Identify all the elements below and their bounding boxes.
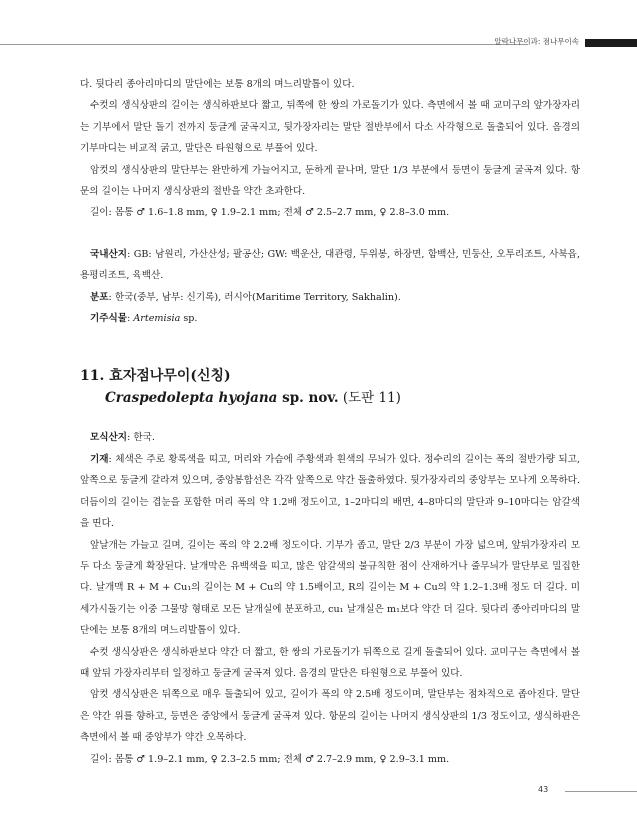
description-general — [80, 449, 580, 535]
species-heading: 11. 효자점나무이(신칭) — [80, 368, 231, 385]
record-host-sep: : — [127, 313, 134, 325]
paragraph-female-genitalia: 암컷의 생식상판의 말단부는 완만하게 가늘어지고, 둔하게 끝나며, 말단 1/3 부분에서 등면이 둥글게 굴곡져 있다. 항문의 길이는 나머지 생식상판의 절반을 약간 초과한다. — [80, 164, 580, 198]
paragraph-length: 길이: 몸통 ♂ 1.6–1.8 mm, ♀ 1.9–2.1 mm; 전체 ♂ 2.5–2.7 mm, ♀ 2.8–3.0 mm. — [90, 207, 450, 219]
record-domestic-label: 국내산지 — [90, 248, 128, 260]
header-bar — [585, 39, 637, 47]
type-locality — [80, 427, 580, 448]
paragraph-male-genitalia: 수컷의 생식상판의 길이는 생식하판보다 짧고, 뒤쪽에 한 쌍의 가로돌기가 있다. 측면에서 볼 때 교미구의 앞가장자리는 기부에서 말단 돌기 전까지 둥글게 굴곡지고, 뒷가장자리는 말단 절반부에서 다소 사각형으로 돌출되어 있다. 음경의 기부마디는 비교적 굵고, 말단은 타원형으로 부풀어 있다. — [80, 100, 580, 155]
paragraph-leg-spurs: 다. 뒷다리 종아리마디의 말단에는 보통 8개의 며느리발톱이 있다. — [80, 79, 355, 90]
record-domestic — [80, 244, 580, 287]
record-distribution-text: : 한국(중부, 남부: 신기록), 러시아(Maritime Territory, Sakhalin). — [108, 291, 401, 303]
record-host-tail: sp. — [180, 313, 198, 325]
page-number: 43 — [538, 785, 549, 794]
record-host-genus: Artemisia — [133, 313, 181, 325]
species-plate-ref: (도판 11) — [338, 390, 401, 407]
type-locality-text: : 한국. — [127, 432, 155, 444]
description-forewing: 앞날개는 가늘고 길며, 길이는 폭의 약 2.2배 정도이다. 기부가 좁고, 말단 2/3 부분이 가장 넓으며, 앞뒤가장자리 모두 다소 둥글게 확장된다. 날개막은 유백색을 띠고, 많은 암갈색의 불규칙한 점이 산재하거나 줄무늬가 말단부로 밀집한다. 날개맥 R + M + Cu₁의 길이는 M + Cu의 약 1.5배이고, R의 길이는 M + Cu의 약 1.2–1.3배 정도 더 길다. 미세가시돌기는 이중 그물망 형태로 모든 날개실에 분포하고, cu₁ 날개실은 m₁보다 약간 더 길다. 뒷다리 종아리마디의 말단에는 보통 8개의 며느리발톱이 있다. — [80, 539, 580, 637]
description-label: 기재 — [90, 453, 109, 465]
species-scientific-name: Craspedolepta hyojana — [105, 390, 278, 407]
species-scientific-line — [80, 387, 580, 409]
running-title: 알락나무이과: 점나무이속 — [494, 37, 579, 46]
record-distribution — [80, 287, 580, 308]
description-female: 암컷 생식상판은 뒤쪽으로 매우 돌출되어 있고, 길이가 폭의 약 2.5배 정도이며, 말단부는 점차적으로 좁아진다. 말단은 약간 위를 향하고, 등면은 중앙에서 둥글게 굴곡져 있다. 항문의 길이는 나머지 생식상판의 1/3 정도이고, 생식하판은 측면에서 볼 때 중앙부가 약간 오목하다. — [80, 689, 580, 744]
description-general-text: : 체색은 주로 황록색을 띠고, 머리와 가슴에 주황색과 흰색의 무늬가 있다. 정수리의 길이는 폭의 절반가량 되고, 앞쪽으로 둥글게 갈라져 있으며, 중앙봉합선은 각각 앞쪽으로 약간 돌출하였다. 뒷가장자리의 중앙부는 모나게 오목하다. 더듬이의 길이는 겹눈을 포함한 머리 폭의 약 1.2배 정도이고, 1–2마디의 배면, 4–8마디의 말단과 9–10마디는 암갈색을 띤다. — [80, 453, 580, 530]
record-host — [80, 308, 580, 329]
species-sp-nov: sp. nov. — [277, 390, 339, 407]
page-body — [80, 74, 580, 770]
description-length: 길이: 몸통 ♂ 1.9–2.1 mm, ♀ 2.3–2.5 mm; 전체 ♂ 2.7–2.9 mm, ♀ 2.9–3.1 mm. — [90, 753, 450, 765]
type-locality-label: 모식산지 — [90, 432, 128, 444]
header-rule — [0, 44, 528, 45]
record-host-label: 기주식물 — [90, 313, 128, 325]
footer-rule — [565, 791, 637, 792]
record-distribution-label: 분포 — [90, 291, 109, 303]
record-domestic-text: : GB: 남원리, 가산산성; 팔공산; GW: 백운산, 대관령, 두위봉, 하장면, 함백산, 민둥산, 오투리조트, 사북읍, 용평리조트, 육백산. — [80, 248, 580, 282]
description-male: 수컷 생식상판은 생식하판보다 약간 더 짧고, 한 쌍의 가로돌기가 뒤쪽으로 길게 돌출되어 있다. 교미구는 측면에서 볼 때 앞뒤 가장자리부터 일정하고 둥글게 굴곡져 있다. 음경의 말단은 타원형으로 부풀어 있다. — [80, 646, 580, 679]
